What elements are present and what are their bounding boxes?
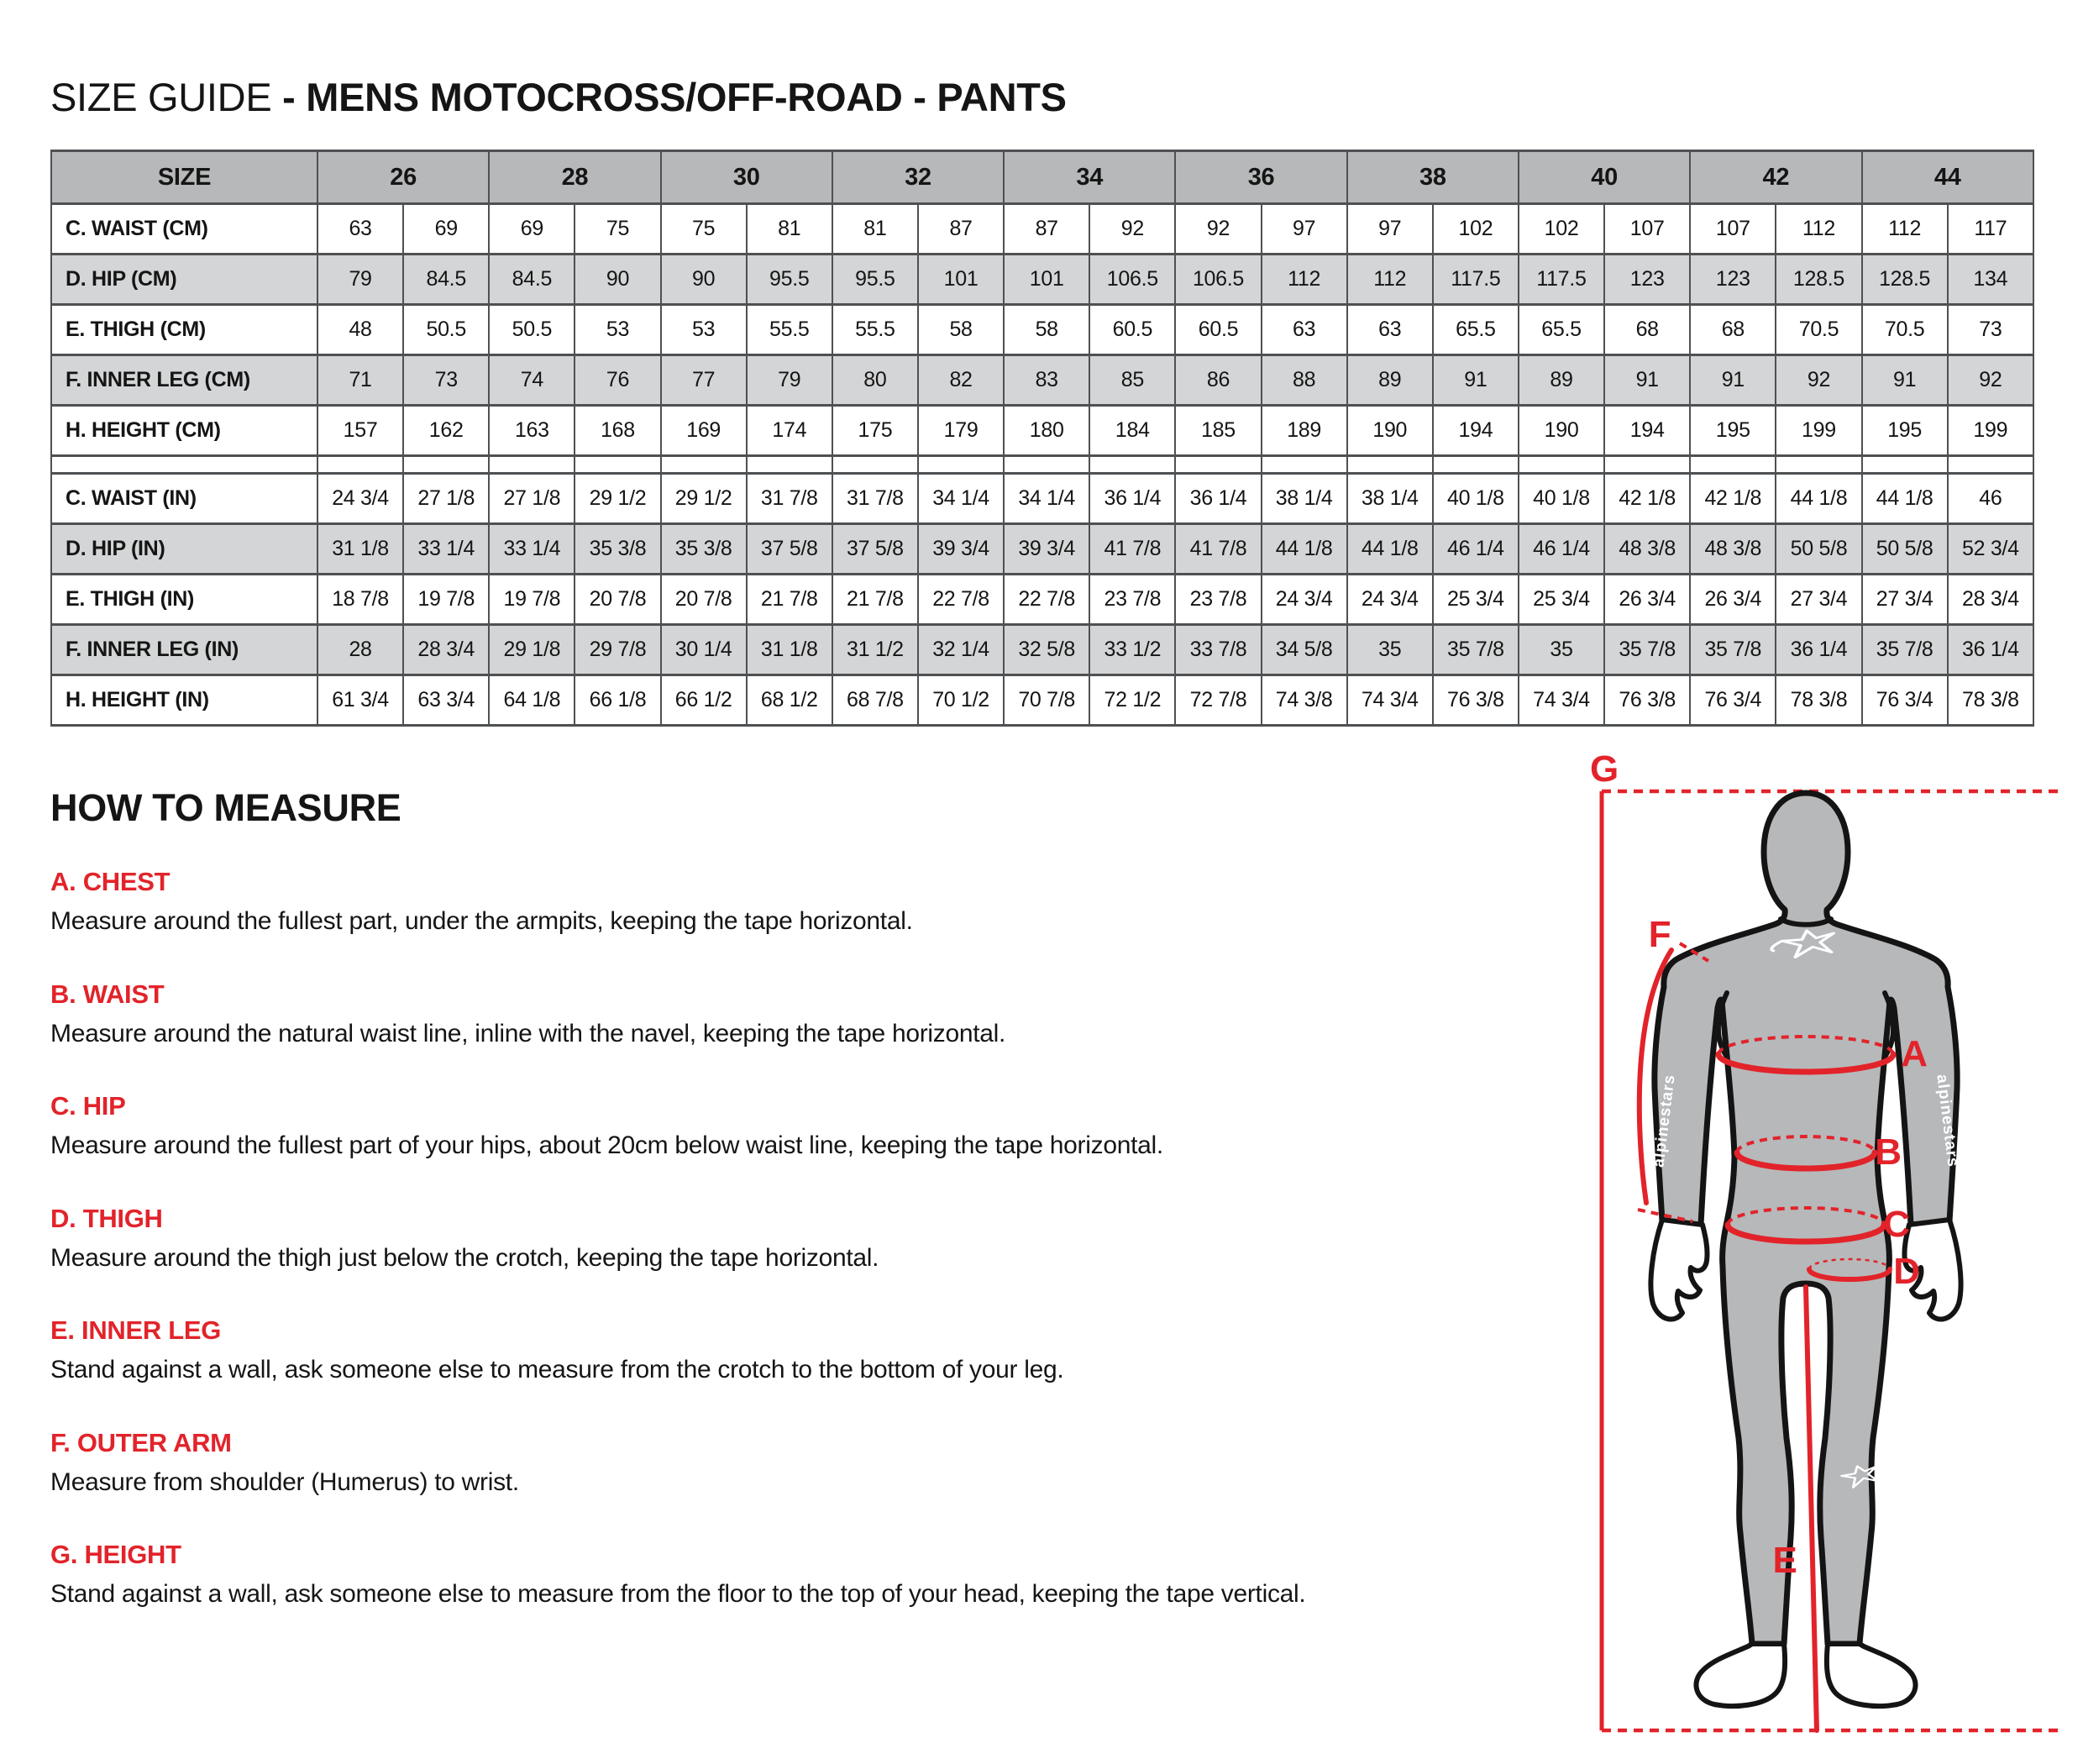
table-cell: 102: [1433, 204, 1519, 255]
table-cell: 157: [317, 406, 403, 456]
row-label: H. HEIGHT (IN): [51, 675, 317, 726]
table-cell: 50 5/8: [1776, 524, 1861, 575]
table-cell: 78 3/8: [1776, 675, 1861, 726]
table-cell: 76 3/8: [1604, 675, 1690, 726]
separator-cell: [1519, 456, 1604, 474]
table-cell: 190: [1519, 406, 1604, 456]
table-cell: 41 7/8: [1175, 524, 1261, 575]
separator-cell: [1690, 456, 1776, 474]
table-cell: 30 1/4: [661, 625, 747, 675]
table-cell: 37 5/8: [832, 524, 918, 575]
table-cell: 31 1/8: [317, 524, 403, 575]
table-cell: 68: [1604, 305, 1690, 355]
table-cell: 35 7/8: [1862, 625, 1948, 675]
table-cell: 42 1/8: [1690, 474, 1776, 524]
table-cell: 89: [1347, 355, 1433, 406]
table-cell: 63 3/4: [403, 675, 489, 726]
table-cell: 41 7/8: [1089, 524, 1175, 575]
body-diagram-svg: [1579, 739, 2066, 1756]
separator-cell: [575, 456, 660, 474]
table-cell: 36 1/4: [1776, 625, 1861, 675]
table-cell: 169: [661, 406, 747, 456]
row-label: H. HEIGHT (CM): [51, 406, 317, 456]
table-cell: 50 5/8: [1862, 524, 1948, 575]
row-label: F. INNER LEG (IN): [51, 625, 317, 675]
table-cell: 21 7/8: [747, 575, 832, 625]
table-cell: 199: [1948, 406, 2033, 456]
table-cell: 73: [1948, 305, 2033, 355]
table-cell: 106.5: [1089, 255, 1175, 305]
table-cell: 82: [918, 355, 1004, 406]
table-cell: 90: [661, 255, 747, 305]
table-cell: 68: [1690, 305, 1776, 355]
size-column-header: 40: [1519, 151, 1690, 204]
table-cell: 27 1/8: [403, 474, 489, 524]
table-cell: 46 1/4: [1433, 524, 1519, 575]
table-cell: 29 7/8: [575, 625, 660, 675]
table-cell: 194: [1433, 406, 1519, 456]
table-cell: 33 1/4: [403, 524, 489, 575]
table-cell: 35 7/8: [1690, 625, 1776, 675]
table-cell: 134: [1948, 255, 2033, 305]
table-row: [51, 675, 2033, 726]
row-label: F. INNER LEG (CM): [51, 355, 317, 406]
table-cell: 27 3/4: [1862, 575, 1948, 625]
page-title: [50, 74, 1067, 120]
measure-section-label: D. THIGH: [50, 1203, 163, 1233]
row-label: C. WAIST (IN): [51, 474, 317, 524]
table-cell: 61 3/4: [317, 675, 403, 726]
left-hand: [1650, 1220, 1707, 1320]
table-cell: 174: [747, 406, 832, 456]
table-cell: 44 1/8: [1862, 474, 1948, 524]
table-cell: 87: [1004, 204, 1089, 255]
table-cell: 77: [661, 355, 747, 406]
separator-cell: [1347, 456, 1433, 474]
table-cell: 106.5: [1175, 255, 1261, 305]
table-cell: 168: [575, 406, 660, 456]
measure-section-label: C. HIP: [50, 1091, 126, 1121]
table-row: [51, 524, 2033, 575]
size-table-header-row: [51, 151, 2033, 204]
table-cell: 32 5/8: [1004, 625, 1089, 675]
table-cell: 70 1/2: [918, 675, 1004, 726]
table-cell: 19 7/8: [489, 575, 575, 625]
table-cell: 48 3/8: [1690, 524, 1776, 575]
table-cell: 24 3/4: [1262, 575, 1347, 625]
measure-section: [50, 1428, 1562, 1499]
measurement-figure: [1579, 739, 2066, 1756]
table-cell: 60.5: [1089, 305, 1175, 355]
separator-cell: [51, 456, 317, 474]
table-cell: 19 7/8: [403, 575, 489, 625]
table-cell: 101: [918, 255, 1004, 305]
left-forearm-brand-text: alpinestars: [1650, 1073, 1679, 1168]
table-cell: 76: [575, 355, 660, 406]
table-cell: 66 1/2: [661, 675, 747, 726]
table-cell: 76 3/8: [1433, 675, 1519, 726]
table-cell: 63: [1347, 305, 1433, 355]
body-silhouette: [1655, 793, 1957, 1644]
table-cell: 107: [1690, 204, 1776, 255]
figure-label-thigh: D: [1893, 1251, 1920, 1292]
table-cell: 68 7/8: [832, 675, 918, 726]
table-cell: 88: [1262, 355, 1347, 406]
table-row: [51, 305, 2033, 355]
table-cell: 81: [832, 204, 918, 255]
measure-section-label: G. HEIGHT: [50, 1540, 181, 1569]
table-cell: 128.5: [1862, 255, 1948, 305]
table-cell: 38 1/4: [1262, 474, 1347, 524]
table-cell: 28: [317, 625, 403, 675]
separator-cell: [1948, 456, 2033, 474]
table-cell: 66 1/8: [575, 675, 660, 726]
table-row: [51, 255, 2033, 305]
table-cell: 112: [1262, 255, 1347, 305]
table-cell: 40 1/8: [1519, 474, 1604, 524]
table-cell: 184: [1089, 406, 1175, 456]
separator-cell: [403, 456, 489, 474]
table-cell: 65.5: [1433, 305, 1519, 355]
table-cell: 31 7/8: [832, 474, 918, 524]
table-cell: 53: [575, 305, 660, 355]
table-cell: 31 1/2: [832, 625, 918, 675]
table-cell: 179: [918, 406, 1004, 456]
row-label: D. HIP (CM): [51, 255, 317, 305]
table-cell: 24 3/4: [1347, 575, 1433, 625]
table-cell: 70.5: [1862, 305, 1948, 355]
page-title-regular: SIZE GUIDE: [50, 75, 283, 119]
figure-label-waist: B: [1875, 1131, 1902, 1173]
table-cell: 26 3/4: [1690, 575, 1776, 625]
table-cell: 112: [1347, 255, 1433, 305]
table-row: [51, 355, 2033, 406]
table-cell: 102: [1519, 204, 1604, 255]
table-cell: 50.5: [403, 305, 489, 355]
table-cell: 35 3/8: [575, 524, 660, 575]
table-cell: 22 7/8: [1004, 575, 1089, 625]
table-cell: 35 3/8: [661, 524, 747, 575]
table-cell: 69: [489, 204, 575, 255]
separator-cell: [1175, 456, 1261, 474]
table-cell: 91: [1862, 355, 1948, 406]
size-column-header: 42: [1690, 151, 1861, 204]
table-cell: 31 1/8: [747, 625, 832, 675]
measure-section: [50, 1091, 1562, 1162]
size-column-header: 26: [317, 151, 489, 204]
separator-cell: [1004, 456, 1089, 474]
right-forearm-brand-text: alpinestars: [1933, 1073, 1962, 1168]
measure-section: [50, 1204, 1562, 1274]
table-cell: 63: [1262, 305, 1347, 355]
table-cell: 71: [317, 355, 403, 406]
table-cell: 42 1/8: [1604, 474, 1690, 524]
table-cell: 24 3/4: [317, 474, 403, 524]
table-cell: 74: [489, 355, 575, 406]
table-cell: 23 7/8: [1175, 575, 1261, 625]
table-cell: 75: [661, 204, 747, 255]
table-cell: 52 3/4: [1948, 524, 2033, 575]
table-cell: 25 3/4: [1433, 575, 1519, 625]
table-cell: 53: [661, 305, 747, 355]
table-cell: 22 7/8: [918, 575, 1004, 625]
unit-separator-row: [51, 456, 2033, 474]
table-cell: 33 1/2: [1089, 625, 1175, 675]
table-cell: 112: [1776, 204, 1861, 255]
table-cell: 84.5: [489, 255, 575, 305]
measure-section-label: F. OUTER ARM: [50, 1427, 232, 1457]
table-row: [51, 204, 2033, 255]
table-cell: 74 3/4: [1347, 675, 1433, 726]
table-cell: 75: [575, 204, 660, 255]
table-cell: 123: [1690, 255, 1776, 305]
table-cell: 180: [1004, 406, 1089, 456]
separator-cell: [1089, 456, 1175, 474]
table-cell: 80: [832, 355, 918, 406]
figure-label-chest: A: [1901, 1033, 1928, 1074]
table-cell: 50.5: [489, 305, 575, 355]
table-cell: 27 1/8: [489, 474, 575, 524]
table-cell: 34 1/4: [1004, 474, 1089, 524]
table-cell: 20 7/8: [575, 575, 660, 625]
table-cell: 92: [1175, 204, 1261, 255]
table-cell: 55.5: [747, 305, 832, 355]
table-cell: 40 1/8: [1433, 474, 1519, 524]
table-cell: 68 1/2: [747, 675, 832, 726]
size-column-header: 44: [1862, 151, 2033, 204]
table-cell: 78 3/8: [1948, 675, 2033, 726]
table-row: [51, 625, 2033, 675]
separator-cell: [1776, 456, 1861, 474]
table-cell: 26 3/4: [1604, 575, 1690, 625]
figure-label-outer-arm: F: [1648, 914, 1671, 955]
table-cell: 48: [317, 305, 403, 355]
measure-section-label: E. INNER LEG: [50, 1315, 222, 1345]
table-cell: 72 7/8: [1175, 675, 1261, 726]
table-cell: 84.5: [403, 255, 489, 305]
table-cell: 35 7/8: [1433, 625, 1519, 675]
measure-section-label: A. CHEST: [50, 867, 171, 896]
table-cell: 39 3/4: [918, 524, 1004, 575]
table-cell: 92: [1776, 355, 1861, 406]
table-cell: 189: [1262, 406, 1347, 456]
table-cell: 29 1/2: [661, 474, 747, 524]
table-cell: 18 7/8: [317, 575, 403, 625]
table-cell: 112: [1862, 204, 1948, 255]
table-cell: 58: [1004, 305, 1089, 355]
figure-label-hip: C: [1883, 1204, 1910, 1245]
table-cell: 95.5: [832, 255, 918, 305]
table-cell: 31 7/8: [747, 474, 832, 524]
inner-leg-measure-line: [1806, 1287, 1817, 1730]
row-label: C. WAIST (CM): [51, 204, 317, 255]
measure-section: [50, 979, 1562, 1050]
table-cell: 195: [1690, 406, 1776, 456]
table-cell: 70.5: [1776, 305, 1861, 355]
measure-section-text: Stand against a wall, ask someone else to measure from the floor to the top of your head, keeping the tape vertical.: [50, 1580, 1306, 1608]
table-cell: 48 3/8: [1604, 524, 1690, 575]
table-cell: 27 3/4: [1776, 575, 1861, 625]
how-to-measure-section: [50, 786, 1562, 1652]
separator-cell: [317, 456, 403, 474]
measure-section-text: Measure around the fullest part, under the armpits, keeping the tape horizontal.: [50, 907, 913, 935]
figure-label-height: G: [1590, 748, 1619, 790]
separator-cell: [832, 456, 918, 474]
table-cell: 33 1/4: [489, 524, 575, 575]
table-cell: 83: [1004, 355, 1089, 406]
table-cell: 91: [1690, 355, 1776, 406]
table-cell: 123: [1604, 255, 1690, 305]
table-cell: 29 1/8: [489, 625, 575, 675]
table-cell: 87: [918, 204, 1004, 255]
table-cell: 35: [1519, 625, 1604, 675]
table-cell: 89: [1519, 355, 1604, 406]
table-cell: 117.5: [1519, 255, 1604, 305]
separator-cell: [661, 456, 747, 474]
table-cell: 194: [1604, 406, 1690, 456]
size-column-header: 34: [1004, 151, 1175, 204]
table-cell: 79: [747, 355, 832, 406]
measure-section-text: Measure from shoulder (Humerus) to wrist.: [50, 1467, 519, 1496]
size-column-header: 38: [1347, 151, 1519, 204]
size-corner-header: SIZE: [51, 151, 317, 204]
table-cell: 76 3/4: [1862, 675, 1948, 726]
table-cell: 37 5/8: [747, 524, 832, 575]
table-cell: 79: [317, 255, 403, 305]
separator-cell: [1604, 456, 1690, 474]
table-cell: 163: [489, 406, 575, 456]
table-cell: 85: [1089, 355, 1175, 406]
separator-cell: [1262, 456, 1347, 474]
measure-section-text: Measure around the thigh just below the crotch, keeping the tape horizontal.: [50, 1243, 879, 1272]
separator-cell: [489, 456, 575, 474]
table-cell: 58: [918, 305, 1004, 355]
separator-cell: [747, 456, 832, 474]
separator-cell: [1433, 456, 1519, 474]
separator-cell: [918, 456, 1004, 474]
table-cell: 195: [1862, 406, 1948, 456]
table-cell: 86: [1175, 355, 1261, 406]
table-cell: 70 7/8: [1004, 675, 1089, 726]
measure-section-text: Measure around the natural waist line, inline with the navel, keeping the tape horizontal.: [50, 1019, 1006, 1047]
table-cell: 36 1/4: [1175, 474, 1261, 524]
table-cell: 21 7/8: [832, 575, 918, 625]
separator-cell: [1862, 456, 1948, 474]
table-cell: 33 7/8: [1175, 625, 1261, 675]
table-cell: 162: [403, 406, 489, 456]
table-cell: 199: [1776, 406, 1861, 456]
measure-section: [50, 867, 1562, 937]
table-cell: 117: [1948, 204, 2033, 255]
row-label: E. THIGH (CM): [51, 305, 317, 355]
table-cell: 92: [1948, 355, 2033, 406]
size-column-header: 32: [832, 151, 1004, 204]
table-cell: 34 5/8: [1262, 625, 1347, 675]
measure-section-text: Stand against a wall, ask someone else to measure from the crotch to the bottom of your leg.: [50, 1356, 1064, 1383]
table-cell: 91: [1433, 355, 1519, 406]
table-cell: 74 3/8: [1262, 675, 1347, 726]
table-cell: 63: [317, 204, 403, 255]
table-cell: 76 3/4: [1690, 675, 1776, 726]
how-to-measure-heading: HOW TO MEASURE: [50, 786, 401, 829]
table-cell: 35 7/8: [1604, 625, 1690, 675]
table-cell: 101: [1004, 255, 1089, 305]
table-cell: 36 1/4: [1948, 625, 2033, 675]
right-foot: [1827, 1644, 1916, 1706]
table-cell: 44 1/8: [1347, 524, 1433, 575]
table-cell: 46 1/4: [1519, 524, 1604, 575]
table-cell: 44 1/8: [1776, 474, 1861, 524]
table-cell: 23 7/8: [1089, 575, 1175, 625]
table-cell: 72 1/2: [1089, 675, 1175, 726]
table-cell: 39 3/4: [1004, 524, 1089, 575]
measure-section-text: Measure around the fullest part of your hips, about 20cm below waist line, keeping the tape horizontal.: [50, 1131, 1163, 1159]
table-cell: 65.5: [1519, 305, 1604, 355]
size-column-header: 28: [489, 151, 660, 204]
table-cell: 44 1/8: [1262, 524, 1347, 575]
table-cell: 90: [575, 255, 660, 305]
table-cell: 175: [832, 406, 918, 456]
table-cell: 32 1/4: [918, 625, 1004, 675]
table-cell: 36 1/4: [1089, 474, 1175, 524]
table-cell: 95.5: [747, 255, 832, 305]
table-cell: 25 3/4: [1519, 575, 1604, 625]
table-row: [51, 406, 2033, 456]
table-cell: 97: [1262, 204, 1347, 255]
table-cell: 91: [1604, 355, 1690, 406]
table-cell: 185: [1175, 406, 1261, 456]
table-cell: 38 1/4: [1347, 474, 1433, 524]
row-label: E. THIGH (IN): [51, 575, 317, 625]
figure-label-inner-leg: E: [1772, 1540, 1797, 1581]
table-cell: 81: [747, 204, 832, 255]
table-cell: 29 1/2: [575, 474, 660, 524]
size-table: [50, 150, 2034, 727]
left-foot: [1696, 1644, 1785, 1706]
table-cell: 46: [1948, 474, 2033, 524]
page-title-bold: - MENS MOTOCROSS/OFF-ROAD - PANTS: [282, 75, 1067, 119]
table-cell: 69: [403, 204, 489, 255]
table-cell: 28 3/4: [403, 625, 489, 675]
table-cell: 64 1/8: [489, 675, 575, 726]
size-column-header: 36: [1175, 151, 1346, 204]
measure-section: [50, 1315, 1562, 1386]
table-cell: 92: [1089, 204, 1175, 255]
table-cell: 35: [1347, 625, 1433, 675]
table-cell: 190: [1347, 406, 1433, 456]
table-row: [51, 575, 2033, 625]
table-cell: 97: [1347, 204, 1433, 255]
table-cell: 60.5: [1175, 305, 1261, 355]
row-label: D. HIP (IN): [51, 524, 317, 575]
table-cell: 28 3/4: [1948, 575, 2033, 625]
table-cell: 117.5: [1433, 255, 1519, 305]
size-column-header: 30: [661, 151, 832, 204]
table-cell: 128.5: [1776, 255, 1861, 305]
table-row: [51, 474, 2033, 524]
measure-section: [50, 1540, 1562, 1610]
table-cell: 74 3/4: [1519, 675, 1604, 726]
table-cell: 34 1/4: [918, 474, 1004, 524]
table-cell: 20 7/8: [661, 575, 747, 625]
table-cell: 55.5: [832, 305, 918, 355]
table-cell: 107: [1604, 204, 1690, 255]
measure-section-label: B. WAIST: [50, 979, 165, 1009]
table-cell: 73: [403, 355, 489, 406]
